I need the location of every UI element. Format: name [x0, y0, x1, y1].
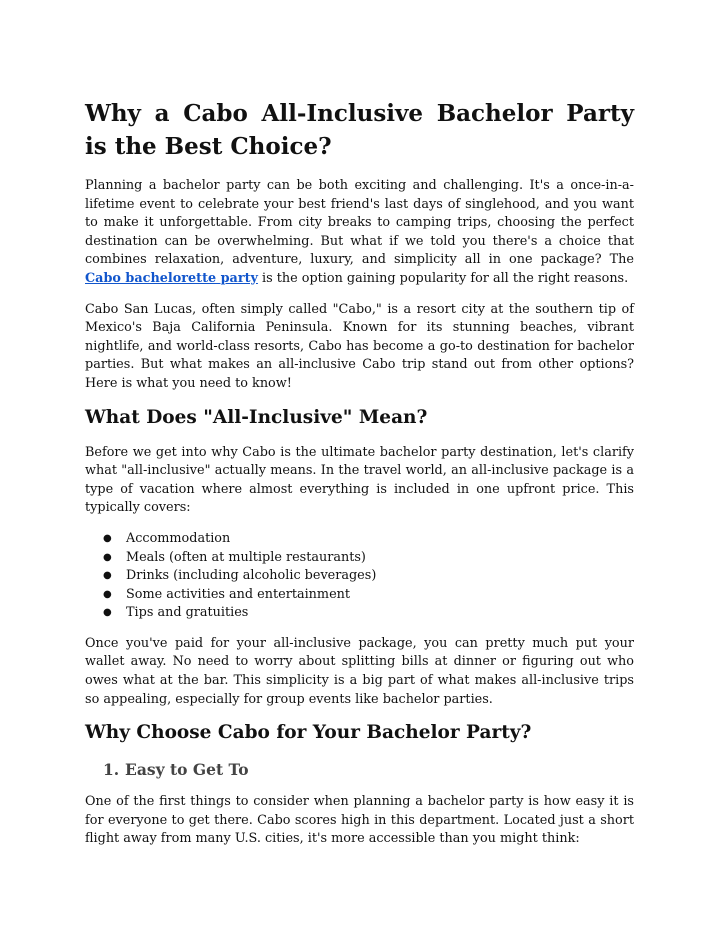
intro-paragraph-2: Cabo San Lucas, often simply called "Cabo," is a resort city at the southern tip of Mexico's Baja California Peninsula. Known for its stunning beaches, vibrant nightlife, and world-class resorts, Cabo has become a go-to destination for bachelor parties. But what makes an all-inclusive Cabo trip stand out from other options? Here is what you need to know! [85, 301, 634, 391]
list-item [85, 549, 634, 568]
easy-to-get-to-paragraph: One of the first things to consider when planning a bachelor party is how easy it is for everyone to get there. Cabo scores high in this department. Located just a short flight away from many U.S. cities, it's more accessible than you might think: [85, 794, 634, 847]
list-item-text: Accommodation [126, 530, 231, 546]
bullet-icon: ● [103, 607, 112, 619]
list-item-text: Drinks (including alcoholic beverages) [126, 568, 377, 584]
page-title: Why a Cabo All-Inclusive Bachelor Party is the Best Choice? [85, 100, 634, 160]
document-body [85, 97, 634, 861]
section-heading-all-inclusive: What Does "All-Inclusive" Mean? [85, 406, 428, 428]
cabo-bachelorette-party-link[interactable]: Cabo bachelorette party [85, 270, 258, 286]
list-item [85, 530, 634, 549]
intro-paragraph-1 [85, 177, 634, 289]
bullet-icon: ● [103, 570, 112, 582]
list-item [85, 586, 634, 605]
inclusions-list [85, 530, 634, 623]
subheading-text: Easy to Get To [125, 760, 249, 780]
subheading-number: 1. [103, 760, 120, 780]
bullet-icon: ● [103, 532, 112, 544]
subheading-easy-to-get-to [85, 759, 634, 781]
section-heading-why-cabo: Why Choose Cabo for Your Bachelor Party? [85, 722, 532, 744]
list-item [85, 567, 634, 586]
list-item-text: Meals (often at multiple restaurants) [126, 549, 366, 565]
list-item-text: Some activities and entertainment [126, 586, 351, 602]
bullet-icon: ● [103, 551, 112, 563]
all-inclusive-paragraph-2: Once you've paid for your all-inclusive package, you can pretty much put your wallet away. No need to worry about splitting bills at dinner or figuring out who owes what at the bar. This simplicity is a big part of what makes all-inclusive trips so appealing, especially for group events like bachelor parties. [85, 635, 634, 707]
bullet-icon: ● [103, 588, 112, 600]
intro-text-after-link: is the option gaining popularity for all the right reasons. [257, 270, 629, 286]
list-item [85, 604, 634, 623]
all-inclusive-paragraph-1: Before we get into why Cabo is the ultimate bachelor party destination, let's clarify what "all-inclusive" actually means. In the travel world, an all-inclusive package is a type of vacation where almost everything is included in one upfront price. This typically covers: [85, 444, 634, 516]
list-item-text: Tips and gratuities [126, 605, 249, 621]
intro-text-before-link: Planning a bachelor party can be both exciting and challenging. It's a once-in-a-lifetime event to celebrate your best friend's last days of singlehood, and you want to make it unforgettable. From city breaks to camping trips, choosing the perfect destination can be overwhelming. But what if we told you there's a choice that combines relaxation, adventure, luxury, and simplicity all in one package? The [85, 178, 634, 268]
